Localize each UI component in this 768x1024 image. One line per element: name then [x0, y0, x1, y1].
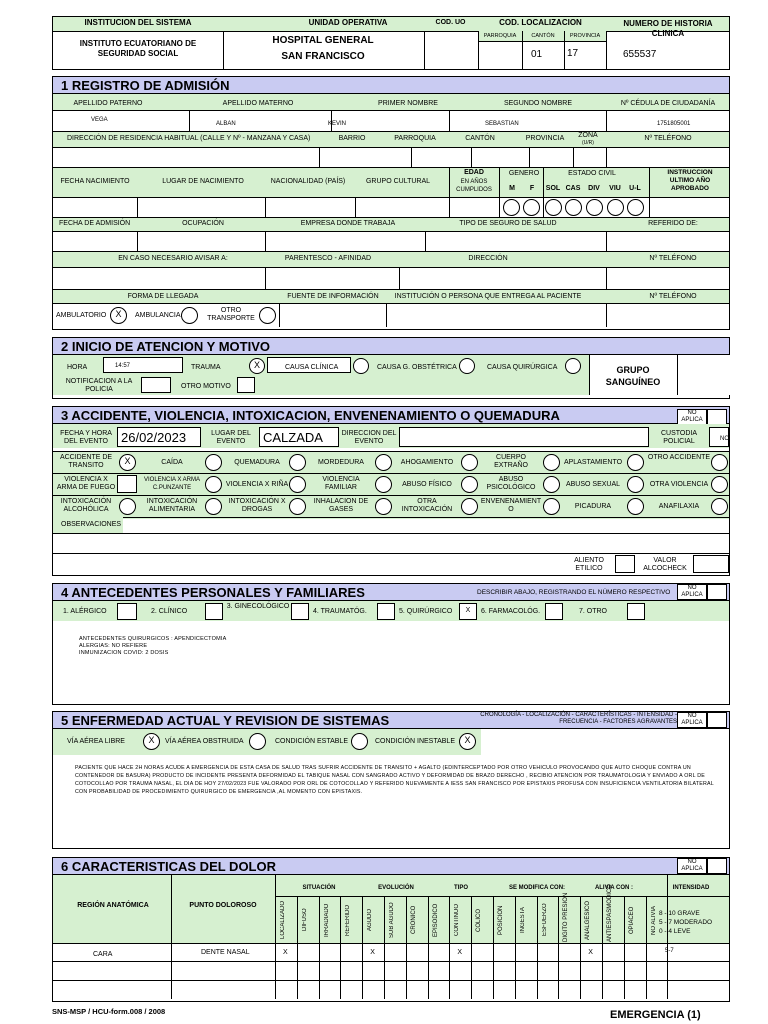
- aliento-box[interactable]: [615, 555, 635, 573]
- section-enfermedad-actual: [52, 711, 730, 849]
- dolor-col-label: NO ALIVIA: [650, 905, 657, 935]
- estado-cas-circle[interactable]: [565, 199, 582, 216]
- label-nacionalidad: NACIONALIDAD (PAÍS): [270, 178, 346, 185]
- cod-uo-label: COD. UO: [435, 19, 466, 26]
- section-3-title: 3 ACCIDENTE, VIOLENCIA, INTOXICACION, ENVENENAMIENTO O QUEMADURA: [53, 407, 729, 424]
- intensidad-leve: 0 - 4 LEVE: [659, 928, 691, 935]
- estado-ul-circle[interactable]: [627, 199, 644, 216]
- label-otro-accidente: OTRO ACCIDENTE: [647, 454, 711, 461]
- label-genero: GENERO: [508, 170, 540, 177]
- fecha-evento-value: 26/02/2023: [121, 430, 187, 445]
- label-viu: VIU: [609, 185, 621, 192]
- s3-no-aplica-box[interactable]: [707, 409, 727, 425]
- label-abuso-fisico: ABUSO FÍSICO: [402, 481, 452, 488]
- label-referido: REFERIDO DE:: [648, 220, 698, 227]
- dolor-col-divider: [602, 896, 603, 999]
- label-cuerpo-extrano: CUERPO EXTRAÑO: [494, 454, 528, 469]
- institucion-value: INSTITUTO ECUATORIANO DE SEGURIDAD SOCIAL: [79, 39, 197, 58]
- intox-drogas-circle[interactable]: [289, 498, 306, 515]
- label-canton: CANTÓN: [465, 135, 495, 142]
- label-farmacologico: 6. FARMACOLÓG.: [481, 608, 541, 615]
- form-code: SNS-MSP / HCU-form.008 / 2008: [52, 1007, 166, 1016]
- otro-transporte-circle[interactable]: [259, 307, 276, 324]
- quemadura-circle[interactable]: [289, 454, 306, 471]
- label-ginecologico: 3. GINECOLÓGICO: [226, 603, 290, 610]
- label-aplastamiento: APLASTAMIENTO: [563, 459, 623, 466]
- label-aliento-etilico: ALIENTO ETILICO: [574, 557, 604, 572]
- label-anafilaxia: ANAFILAXIA: [658, 503, 700, 510]
- label-lugar-nacimiento: LUGAR DE NACIMIENTO: [162, 178, 244, 185]
- value-apellido-paterno[interactable]: VEGA: [91, 117, 108, 123]
- dolor-col-divider: [340, 896, 341, 999]
- condicion-estable-circle[interactable]: [351, 733, 368, 750]
- dolor-col-divider: [319, 896, 320, 999]
- section-dolor: [52, 857, 730, 1002]
- s6-no-aplica[interactable]: NO APLICA: [677, 858, 707, 874]
- s5-no-aplica-box[interactable]: [707, 712, 727, 728]
- dolor-col-divider: [297, 896, 298, 999]
- dolor-col-label: SUB AGUDO: [389, 902, 395, 938]
- dolor-mark[interactable]: X: [457, 949, 463, 956]
- s6-no-aplica-box[interactable]: [707, 858, 727, 874]
- label-intox-alcoholica: INTOXICACIÓN ALCOHÓLICA: [60, 498, 112, 513]
- label-fecha-hora-evento: FECHA Y HORA DEL EVENTO: [60, 430, 112, 445]
- label-condicion-estable: CONDICIÓN ESTABLE: [275, 738, 348, 745]
- label-direccion: DIRECCIÓN DE RESIDENCIA HABITUAL (CALLE Y Nº - MANZANA Y CASA): [67, 135, 311, 142]
- label-genero-f: F: [529, 185, 535, 192]
- label-via-aerea-libre: VÍA AÉREA LIBRE: [67, 738, 125, 745]
- abuso-sexual-circle[interactable]: [627, 476, 644, 493]
- dolor-col-divider: [493, 896, 494, 999]
- label-otro-transporte: OTRO TRANSPORTE: [207, 307, 255, 322]
- label-otra-intoxicacion: OTRA INTOXICACIÓN: [401, 498, 453, 513]
- s5-no-aplica[interactable]: NO APLICA: [677, 712, 707, 728]
- dolor-col-label: CRÓNICO: [410, 905, 417, 935]
- picadura-circle[interactable]: [627, 498, 644, 515]
- label-situacion: SITUACIÓN: [302, 885, 336, 891]
- causa-obstetrica-circle[interactable]: [459, 358, 475, 374]
- dolor-col-divider: [362, 896, 363, 999]
- label-inhalacion-gases: INHALACION DE GASES: [313, 498, 369, 513]
- dolor-col-label: ANTIESPASMÓDICO: [607, 884, 613, 942]
- label-violencia-punzante: VIOLENCIA X ARMA C.PUNZANTE: [143, 477, 201, 491]
- label-segundo-nombre: SEGUNDO NOMBRE: [503, 100, 573, 107]
- dolor-col-divider: [275, 896, 276, 999]
- label-violencia-arma-fuego: VIOLENCIA X ARMA DE FUEGO: [56, 476, 116, 491]
- dolor-col-divider: [384, 896, 385, 999]
- s4-no-aplica-box[interactable]: [707, 584, 727, 600]
- dolor-col-label: ANALGÉSICO: [585, 900, 592, 940]
- intox-alimentaria-circle[interactable]: [205, 498, 222, 515]
- label-fecha-nacimiento: FECHA NACIMIENTO: [60, 178, 130, 185]
- label-observaciones: OBSERVACIONES: [61, 521, 122, 528]
- via-aerea-libre-circle[interactable]: X: [143, 733, 160, 750]
- label-barrio: BARRIO: [338, 135, 366, 142]
- label-grupo-sanguineo: GRUPO SANGUÍNEO: [605, 365, 661, 387]
- value-primer-nombre[interactable]: KEVIN: [328, 121, 347, 127]
- label-empresa: EMPRESA DONDE TRABAJA: [300, 220, 396, 227]
- label-envenenamiento: ENVENENAMIENTO: [480, 498, 542, 513]
- dolor-row-region[interactable]: CARA: [93, 951, 113, 958]
- cuerpo-extrano-circle[interactable]: [543, 454, 560, 471]
- label-edad-sub: EN AÑOS CUMPLIDOS: [456, 179, 492, 193]
- mordedura-circle[interactable]: [375, 454, 392, 471]
- s4-no-aplica[interactable]: NO APLICA: [677, 584, 707, 600]
- parroquia-label: PARROQUIA: [483, 33, 517, 39]
- dolor-col-label: LOCALIZADO: [280, 901, 286, 940]
- label-ahogamiento: AHOGAMIENTO: [400, 459, 454, 466]
- section-inicio-atencion: [52, 337, 730, 399]
- trauma-circle[interactable]: X: [249, 358, 265, 374]
- label-cas: CAS: [565, 185, 581, 192]
- value-cedula[interactable]: 1751805001: [657, 121, 691, 127]
- label-quemadura: QUEMADURA: [234, 459, 280, 466]
- dolor-mark[interactable]: X: [370, 949, 375, 956]
- violencia-rina-circle[interactable]: [289, 476, 306, 493]
- violencia-punzante-circle[interactable]: [205, 476, 222, 493]
- label-causa-obstetrica: CAUSA G. OBSTÉTRICA: [377, 364, 457, 371]
- provincia-label: PROVINCIA: [569, 33, 601, 39]
- label-ambulancia: AMBULANCIA: [135, 312, 181, 319]
- value-segundo-nombre[interactable]: SEBASTIAN: [485, 121, 519, 127]
- label-parentesco: PARENTESCO - AFINIDAD: [284, 255, 372, 262]
- unidad-value-2: SAN FRANCISCO: [281, 51, 365, 62]
- label-lugar-evento: LUGAR DEL EVENTO: [211, 430, 251, 445]
- s3-no-aplica[interactable]: NO APLICA: [677, 409, 707, 425]
- label-direccion-contacto: DIRECCIÓN: [468, 255, 508, 262]
- label-causa-quirurgica: CAUSA QUIRÚRGICA: [487, 364, 558, 371]
- hora-value: 14:57: [115, 363, 131, 369]
- label-edad: EDAD: [464, 169, 484, 176]
- value-apellido-materno[interactable]: ALBAN: [216, 121, 236, 127]
- dolor-col-label: CONTINUO: [454, 904, 461, 936]
- label-accidente-transito: ACCIDENTE DE TRANSITO: [59, 454, 113, 469]
- label-abuso-psicologico: ABUSO PSICOLÓGICO: [486, 476, 536, 491]
- page-label: EMERGENCIA (1): [610, 1009, 701, 1021]
- caida-circle[interactable]: [205, 454, 222, 471]
- label-alergico: 1. ALÉRGICO: [63, 608, 107, 615]
- label-alivia-con: ALIVIA CON :: [594, 885, 634, 891]
- label-fecha-admision: FECHA DE ADMISIÓN: [59, 220, 131, 227]
- canton-value: 01: [531, 49, 543, 60]
- condicion-inestable-circle[interactable]: X: [459, 733, 476, 750]
- ahogamiento-circle[interactable]: [461, 454, 478, 471]
- inhalacion-gases-circle[interactable]: [375, 498, 392, 515]
- provincia-value: 17: [567, 48, 579, 59]
- dolor-col-label: CÓLICO: [476, 908, 483, 932]
- label-genero-m: M: [509, 185, 515, 192]
- valor-alcocheck-box[interactable]: [693, 555, 729, 573]
- intensidad-moderado: 5 - 7 MODERADO: [659, 919, 713, 926]
- section-2-title: 2 INICIO DE ATENCION Y MOTIVO: [53, 338, 729, 355]
- label-cedula: Nº CÉDULA DE CIUDADANÍA: [620, 100, 716, 107]
- label-intox-drogas: INTOXICACIÓN X DROGAS: [228, 498, 286, 513]
- custodia-value: NO: [720, 436, 729, 442]
- dolor-col-label: AGUDO: [367, 909, 374, 932]
- label-valor-alcocheck: VALOR ALCOCHECK: [643, 557, 687, 572]
- dolor-col-label: EPISÓDICO: [432, 903, 439, 937]
- dolor-col-label: REFERIDO: [345, 904, 352, 936]
- causa-clinica-circle[interactable]: [353, 358, 369, 374]
- label-apellido-materno: APELLIDO MATERNO: [222, 100, 294, 107]
- dolor-col-label: OPIÁCEO: [628, 906, 635, 934]
- abuso-psicologico-circle[interactable]: [543, 476, 560, 493]
- dolor-col-label: POSICIÓN: [498, 905, 504, 935]
- form-header: [52, 16, 730, 70]
- lugar-evento-value: CALZADA: [263, 430, 323, 445]
- violencia-familiar-circle[interactable]: [375, 476, 392, 493]
- intox-alcoholica-circle[interactable]: [119, 498, 136, 515]
- label-otra-violencia: OTRA VIOLENCIA: [649, 481, 709, 488]
- canton-label: CANTÓN: [531, 33, 555, 39]
- label-primer-nombre: PRIMER NOMBRE: [378, 100, 438, 107]
- label-punto-doloroso: PUNTO DOLOROSO: [189, 902, 257, 909]
- antecedentes-text[interactable]: ANTECEDENTES QUIRURGICOS : APENDICECTOMIA ALERGIAS: NO REFIERE INMUNIZACION COVID: 2 DOSIS: [79, 636, 227, 656]
- section-4-title: 4 ANTECEDENTES PERSONALES Y FAMILIARES: [53, 584, 729, 601]
- label-quirurgico: 5. QUIRÚRGICO: [399, 608, 453, 615]
- unidad-value-1: HOSPITAL GENERAL: [272, 35, 374, 46]
- label-caida: CAÍDA: [161, 459, 183, 466]
- label-mordedura: MORDEDURA: [318, 459, 364, 466]
- estado-sol-circle[interactable]: [545, 199, 562, 216]
- via-aerea-obstruida-circle[interactable]: [249, 733, 266, 750]
- dolor-row-intensidad[interactable]: 5-7: [665, 948, 674, 954]
- label-cronologia: CRONOLOGÍA - LOCALIZACIÓN - CARACTERÍSTICAS - INTENSIDAD - FRECUENCIA - FACTORES AGRAVANTES: [480, 712, 677, 725]
- label-intensidad: INTENSIDAD: [672, 885, 710, 891]
- label-clinico: 2. CLÍNICO: [151, 608, 188, 615]
- dolor-col-divider: [558, 896, 559, 999]
- label-abuso-sexual: ABUSO SEXUAL: [565, 481, 621, 488]
- dolor-col-label: DIFUSO: [301, 908, 308, 932]
- label-violencia-familiar: VIOLENCIA FAMILIAR: [322, 476, 360, 491]
- dolor-col-divider: [624, 896, 625, 999]
- label-ocupacion: OCUPACIÓN: [182, 220, 224, 227]
- abuso-fisico-circle[interactable]: [461, 476, 478, 493]
- label-tipo: TIPO: [453, 885, 468, 891]
- dolor-col-divider: [537, 896, 538, 999]
- dolor-col-label: INGESTA: [519, 907, 526, 933]
- section-6-title: 6 CARACTERISTICAS DEL DOLOR: [53, 858, 729, 875]
- label-via-aerea-obstruida: VÍA AÉREA OBSTRUIDA: [165, 738, 244, 745]
- dolor-col-label: DIGITO PRESIÓN: [563, 892, 570, 942]
- section-registro-admision: [52, 76, 730, 330]
- label-otro-motivo: OTRO MOTIVO: [181, 383, 231, 390]
- otro-accidente-circle[interactable]: [711, 454, 728, 471]
- intensidad-grave: 8 - 10 GRAVE: [659, 910, 700, 917]
- ambulancia-circle[interactable]: [181, 307, 198, 324]
- cod-loc-label: COD. LOCALIZACION: [499, 18, 582, 27]
- accidente-transito-circle[interactable]: X: [119, 454, 136, 471]
- label-zona-sub: (U/R): [582, 140, 594, 146]
- envenenamiento-circle[interactable]: [543, 498, 560, 515]
- dolor-mark[interactable]: X: [588, 949, 593, 956]
- label-grupo-cultural: GRUPO CULTURAL: [365, 178, 431, 185]
- label-hora: HORA: [67, 364, 88, 371]
- dolor-col-divider: [580, 896, 581, 999]
- label-institucion-entrega: INSTITUCIÓN O PERSONA QUE ENTREGA AL PACIENTE: [394, 293, 582, 300]
- label-telefono: Nº TELÉFONO: [644, 135, 692, 142]
- causa-quirurgica-circle[interactable]: [565, 358, 581, 374]
- label-condicion-inestable: CONDICIÓN INESTABLE: [375, 738, 455, 745]
- label-describir: DESCRIBIR ABAJO, REGISTRANDO EL NÚMERO RESPECTIVO: [477, 589, 671, 596]
- label-custodia-policial: CUSTODIA POLICIAL: [660, 430, 698, 445]
- label-fuente: FUENTE DE INFORMACIÓN: [287, 293, 379, 300]
- section-1-title: 1 REGISTRO DE ADMISIÓN: [53, 77, 729, 94]
- label-ambulatorio: AMBULATORIO: [56, 312, 107, 319]
- unidad-label: UNIDAD OPERATIVA: [308, 18, 388, 27]
- label-telefono-entrega: Nº TELÉFONO: [649, 293, 697, 300]
- label-traumatologico: 4. TRAUMATÓG.: [313, 608, 367, 615]
- label-se-modifica: SE MODIFICA CON:: [508, 885, 566, 891]
- dolor-row-punto[interactable]: DENTE NASAL: [201, 949, 250, 956]
- label-instruccion: INSTRUCCION ULTIMO AÑO APROBADO: [667, 169, 713, 192]
- institucion-label: INSTITUCION DEL SISTEMA: [84, 18, 192, 27]
- label-causa-clinica: CAUSA CLÍNICA: [285, 364, 339, 371]
- label-picadura: PICADURA: [574, 503, 612, 510]
- dolor-col-divider: [406, 896, 407, 999]
- label-violencia-rina: VIOLENCIA X RIÑA: [225, 481, 289, 488]
- dolor-col-divider: [646, 896, 647, 999]
- label-sol: SOL: [545, 185, 561, 192]
- label-evolucion: EVOLUCIÓN: [378, 885, 414, 891]
- label-forma-llegada: FORMA DE LLEGADA: [127, 293, 199, 300]
- ambulatorio-circle[interactable]: X: [110, 307, 127, 324]
- label-parroquia: PARROQUIA: [394, 135, 436, 142]
- label-estado-civil: ESTADO CIVIL: [568, 170, 616, 177]
- dolor-mark[interactable]: X: [283, 949, 288, 956]
- aplastamiento-circle[interactable]: [627, 454, 644, 471]
- anafilaxia-circle[interactable]: [711, 498, 728, 515]
- label-div: DIV: [588, 185, 600, 192]
- label-region-anatomica: REGIÓN ANATÓMICA: [77, 902, 149, 909]
- dolor-col-divider: [471, 896, 472, 999]
- enfermedad-actual-text[interactable]: PACIENTE QUE HACE 2H NORAS ACUDE A EMERGENCIA DE ESTA CASA DE SALUD TRAS SUFRIR ACCIDENTE DE TRANSITO + AGALTO (EDINTERCEPTADO POR OTRO VEHICULO PROVOCANDO QUE AUTO CHOQUE CONTRA UN CONTENEDOR DE BASURA) PRODUCTO DE INCIDENTE PRESENTA DEFORMIDAD EL TABIQUE NASAL CON SANGRADO ACTIVO Y DEFORMIDAD DE BRAZO DERECHO , RECIBIO ATENCION POR TRAUMATOLOGIA Y ENVIADO A ORL DE COTOCOLLAO POR TRAUMA NASAL, EL DIA DE HOY 27/02/2023 FUE VALORADO POR ORL DE COTOCOLLAO Y REFERIDO NUEVAMENTE A IESS SAN FRANCISCO POR EPISTAXIS PROFUSA CON INSUFICIENCIA VENTILATORIA BILATERAL CON PROBABILIDAD DE PROCEDIMIENTO QUIRURGICO DE EMERGENCIA ,AL MOMENTO CON EPISTAXIS.: [75, 765, 716, 795]
- label-apellido-paterno: APELLIDO PATERNO: [73, 100, 143, 107]
- historia-value: 655537: [623, 49, 657, 60]
- label-zona: ZONA: [578, 132, 598, 139]
- label-telefono-contacto: Nº TELÉFONO: [649, 255, 697, 262]
- section-5-title: 5 ENFERMEDAD ACTUAL Y REVISION DE SISTEMAS: [53, 712, 729, 729]
- label-tipo-seguro: TIPO DE SEGURO DE SALUD: [459, 220, 557, 227]
- dolor-col-label: ESFUERZO: [541, 903, 548, 937]
- label-direccion-evento: DIRECCION DEL EVENTO: [341, 430, 397, 445]
- label-notificacion-policia: NOTIFICACION A LA POLICIA: [65, 378, 133, 393]
- quirurgico-mark: X: [465, 607, 471, 614]
- label-intox-alimentaria: INTOXICACIÓN ALIMENTARIA: [146, 498, 198, 513]
- label-trauma: TRAUMA: [191, 364, 221, 371]
- historia-label: NUMERO DE HISTORIA CLINICA: [623, 19, 713, 38]
- label-en-caso: EN CASO NECESARIO AVISAR A:: [118, 255, 228, 262]
- dolor-col-label: IRRADIADO: [323, 903, 330, 937]
- dolor-col-divider: [515, 896, 516, 999]
- otra-violencia-circle[interactable]: [711, 476, 728, 493]
- dolor-col-divider: [428, 896, 429, 999]
- estado-viu-circle[interactable]: [607, 199, 624, 216]
- dolor-col-divider: [449, 896, 450, 999]
- genero-f-circle[interactable]: [523, 199, 540, 216]
- label-ul: U-L: [629, 185, 641, 192]
- genero-m-circle[interactable]: [503, 199, 520, 216]
- label-otro: 7. OTRO: [579, 608, 608, 615]
- section-antecedentes: [52, 583, 730, 705]
- otra-intoxicacion-circle[interactable]: [461, 498, 478, 515]
- label-provincia: PROVINCIA: [525, 135, 565, 142]
- section-accidente: [52, 406, 730, 576]
- estado-div-circle[interactable]: [586, 199, 603, 216]
